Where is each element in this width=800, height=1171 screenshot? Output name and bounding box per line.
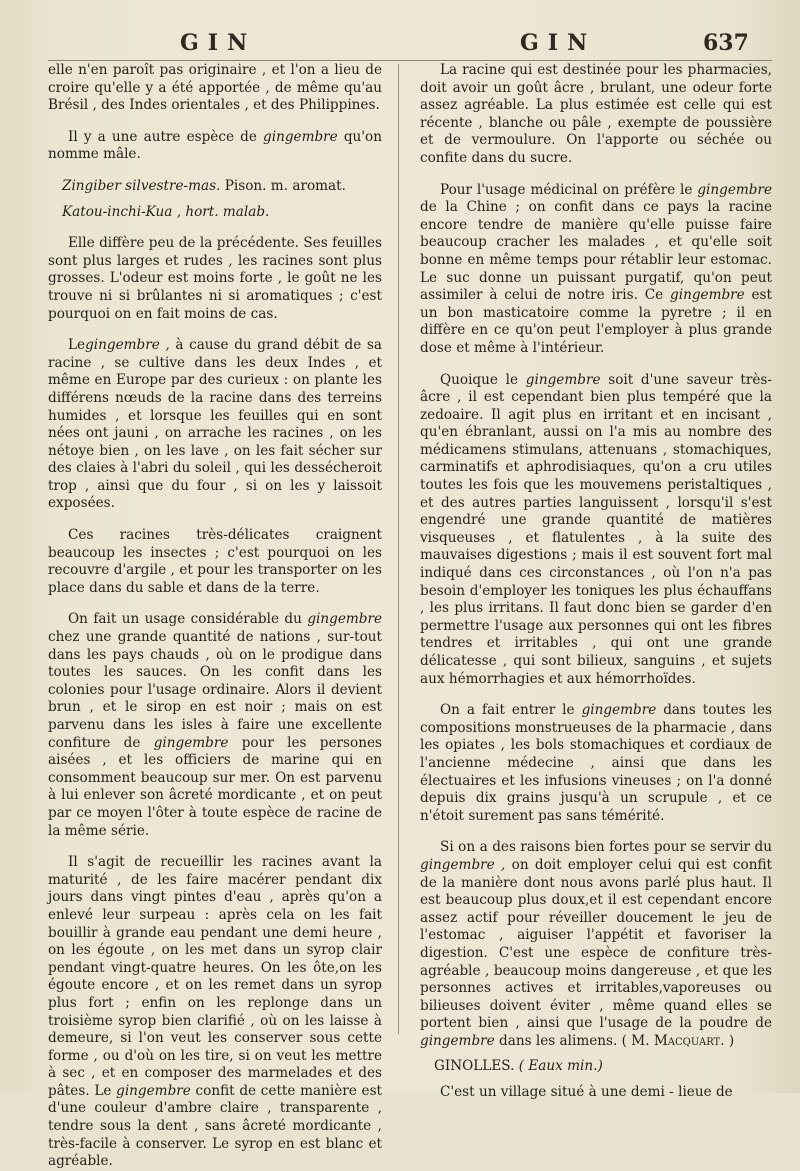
paragraph: La racine qui est destinée pour les pharmacies, doit avoir un goût âcre , brulant, une odeur forte assez agréable. La plus estimée est celle qui est récente , blanche ou pâle , exempte de poussière et de vermoulure. On l'apporte ou séchée ou confite dans du sucre. xyxy=(420,62,772,166)
paragraph: Elle diffère peu de la précédente. Ses feuilles sont plus larges et rudes , les racines sont plus grosses. L'odeur est moins forte , le goût ne les trouve ni si brûlantes ni si aromatiques ; c'est pourquoi on en fait moins de cas. xyxy=(48,235,382,322)
running-head-left: GIN xyxy=(180,30,257,56)
left-column xyxy=(48,62,382,1171)
synonym-line: Zingiber silvestre-mas. Pison. m. aromat. xyxy=(62,177,346,194)
header-rule xyxy=(48,60,772,61)
paragraph: Si on a des raisons bien fortes pour se servir du gingembre , on doit employer celui qui est confit de la manière dont nous avons parlé plus haut. Il est beaucoup plus doux,et il est cependant encore assez actif pour réveiller doucement le jeu de l'estomac , aiguiser l'appétit et favoriser la digestion. C'est une espèce de confiture très-agréable , beaucoup moins dangereuse , et que les personnes actives et irritables,vaporeuses ou bilieuses doivent éviter , même quand elles se portent bien , ainsi que l'usage de la poudre de gingembre dans les alimens. ( M. Macquart. ) xyxy=(420,839,772,1049)
paragraph: Legingembre , à cause du grand débit de sa racine , se cultive dans les deux Indes , et même en Europe par des curieux : on plante les différens nœuds de la racine dans des terreins humides , et lorsque les feuilles qui en sont nées ont jauni , on arrache les racines , on les nétoye bien , on les lave , on les fait sécher sur des claies à l'abri du soleil , qui les dessécheroit trop , ainsi que du four , si on les y laissoit exposées. xyxy=(48,337,383,512)
paragraph: On fait un usage considérable du gingembre chez une grande quantité de nations , sur-tout dans les pays chauds , où on le prodigue dans toutes les sauces. On les confit dans les colonies pour l'usage ordinaire. Alors il devient brun , et le sirop en est noir ; mais on est parvenu dans les isles à faire une excellente confiture de gingembre pour les persones aisées , et les officiers de marine qui en consomment beaucoup sur mer. On est parvenu à lui enlever son âcreté mordicante , et on peut par ce moyen l'ôter à toute espèce de racine de la même série. xyxy=(48,611,382,839)
paragraph: Il y a une autre espèce de gingembre qu'on nomme mâle. xyxy=(48,128,382,163)
paragraph: Il s'agit de recueillir les racines avant la maturité , de les faire macérer pendant dix jours dans vingt pintes d'eau , après qu'on a enlevé leur surpeau : après cela on les fait bouillir à grande eau pendant une demi heure , on les égoute , on les met dans un syrop clair pendant vingt-quatre heures. On les ôte,on les égoute encore , et on les remet dans un syrop plus fort ; enfin on les replonge dans un troisième syrop bien clarifié , où on les laisse à demeure, si l'on veut les conserver sous cette forme , ou d'où on les tire, si on veut les mettre à sec , et en composer des marmelades et des pâtes. Le gingembre confit de cette manière est d'une couleur d'ambre claire , transparente , tendre sous la dent , sans âcreté mordicante , très-facile à conserver. Le syrop en est blanc et agréable. xyxy=(48,854,383,1170)
paragraph: Pour l'usage médicinal on préfère le gingembre de la Chine ; on confit dans ce pays la racine encore tendre de manière qu'elle puisse faire beaucoup cracher les malades , et qu'elle soit bonne en même temps pour rétablir leur estomac. Le suc donne un puissant purgatif, qu'on peut assimiler à celui de notre iris. Ce gingembre est un bon masticatoire comme la pyretre ; il en diffère en ce qu'on peut l'employer à plus grande dose et même à l'intérieur. xyxy=(420,181,772,356)
page-number: 637 xyxy=(703,30,749,56)
paragraph: elle n'en paroît pas originaire , et l'on a lieu de croire qu'elle y a été apportée , de même qu'au Brésil , des Indes orientales , et des Philippines. xyxy=(48,62,382,114)
paragraph: Quoique le gingembre soit d'une saveur très-âcre , il est cependant bien plus tempéré que la zedoaire. Il agit plus en irritant et en incisant , qu'en ébranlant, aussi on l'a mis au nombre des médicamens stimulans, attenuans , stomachiques, carminatifs et aphrodisiaques, qu'on a cru utiles toutes les fois que les mouvemens peristaltiques , et des autres parties languissent , lorsqu'il s'est engendré une grande quantité de matières visqueuses , et flatulentes , à la suite des mauvaises digestions ; mais il est souvent fort mal indiqué dans ces circonstances , où l'on n'a pas besoin d'employer les toniques les plus échauffans , les plus irritans. Il faut donc bien se garder d'en permettre l'usage aux personnes qui ont les fibres tendres et irritables , qui ont une grande délicatesse , qui sont bilieux, sanguins , et sujets aux hémorrhagies et aux hémorrhoïdes. xyxy=(420,371,773,687)
right-column xyxy=(420,62,772,1102)
entry-heading: GINOLLES. ( Eaux min.) xyxy=(434,1058,603,1075)
paragraph: C'est un village situé à une demi - lieue de xyxy=(440,1084,733,1101)
column-divider xyxy=(398,64,399,1034)
paragraph: Ces racines très-délicates craignent beaucoup les insectes ; c'est pourquoi on les recouvre d'argile , et pour les transporter on les place dans du sable et dans de la terre. xyxy=(48,527,382,596)
paragraph: On a fait entrer le gingembre dans toutes les compositions monstrueuses de la pharmacie , dans les opiates , les bols stomachiques et cordiaux de l'ancienne médecine , ainsi que dans les électuaires et les infusions vineuses ; on l'a donné depuis dix grains jusqu'à un scrupule , et ce n'étoit surement pas sans témérité. xyxy=(420,702,772,824)
synonym-line: Katou-inchi-Kua , hort. malab. xyxy=(62,203,270,220)
running-head-right: GIN xyxy=(520,30,597,56)
